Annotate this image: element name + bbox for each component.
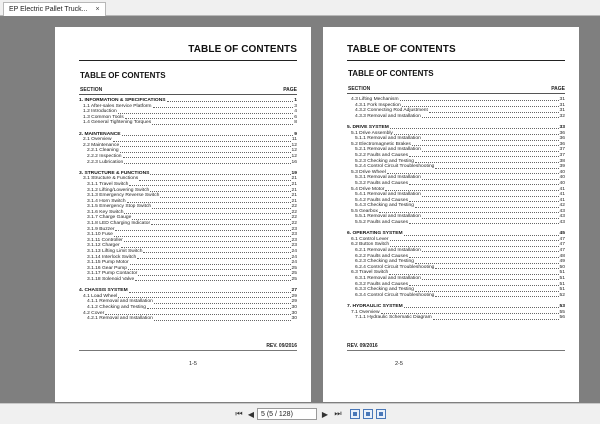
toc-entry-title: 4.3.2 Connecting Rod Adjustment	[355, 108, 428, 114]
toc-entry-title: 1.4 General Tightening Torques	[83, 120, 152, 126]
toc-entry-page: 24	[291, 249, 297, 255]
page-number-input[interactable]: 5 (5 / 128)	[257, 408, 317, 420]
toc-entry-page: 23	[291, 243, 297, 249]
dot-leader	[394, 134, 559, 135]
toc-entry-title: 4.1.2 Checking and Testing	[87, 304, 146, 310]
toc-entry-title: 3.1.3 Emergency Reverse Switch	[87, 193, 160, 199]
dot-leader	[115, 230, 290, 231]
toc-entry-title: 3.1.12 Charger	[87, 243, 120, 249]
toc-entry-title: 4.2.1 Removal and Installation	[87, 316, 153, 322]
dot-leader	[409, 257, 559, 258]
dot-leader	[137, 258, 290, 259]
toc-entry-title: 3.1.6 Key Switch	[87, 209, 124, 215]
toc-entry-page: 51	[559, 270, 565, 276]
toc-entry-page: 25	[291, 271, 297, 277]
toc-entry-page: 31	[559, 108, 565, 114]
toc-entry-title: 3.1 Structure & Functions	[83, 176, 139, 182]
toc-entry-page: 40	[559, 169, 565, 175]
dot-leader	[415, 263, 559, 264]
dot-leader	[404, 307, 559, 308]
dot-leader	[120, 146, 290, 147]
toc-entry-title: 5.2.4 Control Circuit Troubleshooting	[355, 164, 435, 170]
header-divider	[79, 60, 297, 61]
dot-leader	[400, 100, 559, 101]
dot-leader	[435, 296, 558, 297]
toc-entry-page: 12	[291, 142, 297, 148]
toc-entry-title: 6.2.2 Faults and Causes	[355, 253, 409, 259]
toc-entry-title: 3.1.7 Charge Gauge	[87, 215, 132, 221]
toc-entry-page: 51	[559, 287, 565, 293]
toc-entry-title: 7. HYDRAULIC SYSTEM	[347, 303, 403, 309]
dot-leader	[130, 264, 291, 265]
dot-leader	[409, 285, 559, 286]
toc-entry-page: 24	[291, 260, 297, 266]
dot-leader	[113, 141, 291, 142]
toc-entry-page: 51	[559, 281, 565, 287]
toc-entry-title: 6.2.4 Control Circuit Troubleshooting	[355, 264, 435, 270]
toc-entry-page: 29	[291, 299, 297, 305]
dot-leader	[429, 112, 559, 113]
toc-entry-title: 4.1.1 Removal and Installation	[87, 299, 153, 305]
dot-leader	[105, 314, 290, 315]
toc-entry-page: 41	[559, 186, 565, 192]
toc-entry-page: 30	[291, 304, 297, 310]
left-page	[55, 27, 311, 402]
dot-leader	[138, 275, 290, 276]
toc-entry-page: 12	[291, 148, 297, 154]
page-header-title: TABLE OF CONTENTS	[347, 44, 456, 55]
toc-entry-page: 21	[291, 187, 297, 193]
toc-entry-page: 33	[559, 124, 565, 130]
navigation-bar	[0, 403, 600, 424]
close-tab-icon[interactable]: ×	[95, 6, 100, 13]
toc-entry-page: 25	[291, 265, 297, 271]
toc-entry-title: 6.3.3 Checking and Testing	[355, 287, 414, 293]
revision-label: REV. 09/2016	[347, 343, 378, 349]
toc-entry-page: 22	[291, 215, 297, 221]
toc-entry-page: 53	[559, 303, 565, 309]
dot-leader	[122, 135, 294, 136]
toc-entry-title: 4.3 Lifting Mechanism	[351, 97, 399, 102]
toc-entry-page: 16	[291, 159, 297, 165]
dot-leader	[415, 207, 559, 208]
toc-entry-page: 38	[559, 158, 565, 164]
dot-leader	[422, 279, 559, 280]
dot-leader	[129, 292, 291, 293]
toc-list	[347, 97, 565, 321]
dot-leader	[139, 180, 290, 181]
toc-heading: TABLE OF CONTENTS	[348, 69, 434, 78]
toc-entry-title: 3.1.11 Controller	[87, 237, 123, 243]
toc-entry-title: 4.3.1 Fork Inspection	[355, 102, 401, 108]
single-page-view-icon[interactable]	[350, 409, 360, 419]
toc-entry-title: 3.1.17 Pump Contactor	[87, 271, 138, 277]
toc-entry-title: 6.2.3 Checking and Testing	[355, 259, 414, 265]
toc-entry-page: 3	[294, 103, 297, 109]
dot-leader	[143, 252, 290, 253]
toc-list	[79, 98, 297, 322]
toc-entry-title: 2.2 Maintenance	[83, 142, 120, 148]
toc-entry-title: 6.2.1 Removal and Installation	[355, 248, 421, 254]
dot-leader	[121, 247, 291, 248]
toc-entry-title: 3.1.15 Pump Motor	[87, 260, 129, 266]
dot-leader	[433, 319, 559, 320]
toc-entry-page: 25	[291, 277, 297, 282]
dot-leader	[124, 213, 290, 214]
toc-entry-page: 8	[294, 120, 297, 126]
toc-entry-page: 30	[291, 316, 297, 322]
toc-entry-title: 6.3 Travel Switch	[351, 270, 389, 276]
toc-entry-title: 7.1.1 Hydraulic Schematic Diagram	[355, 315, 432, 321]
dot-leader	[167, 101, 294, 102]
toc-entry-title: 6.1 Control Lever	[351, 236, 389, 242]
toc-entry-title: 6.3.1 Removal and Installation	[355, 276, 421, 281]
toc-entry-title: 5.1.1 Removal and Installation	[355, 136, 421, 142]
toc-entry-title: 5.3.2 Faults and Causes	[355, 180, 409, 186]
toc-entry-title: 7.1 Overview	[351, 309, 380, 315]
dot-leader	[415, 291, 559, 292]
toc-entry-title: 5.2.3 Checking and Testing	[355, 158, 414, 164]
toc-entry-page: 24	[291, 254, 297, 260]
toc-entry-title: 6. OPERATING SYSTEM	[347, 231, 403, 237]
dot-leader	[124, 163, 290, 164]
toc-entry-title: 5.2 Electromagnetic Brakes	[351, 141, 411, 147]
toc-entry-title: 2. MAINTENANCE	[79, 131, 121, 137]
toc-entry-page: 55	[559, 309, 565, 315]
toc-entry-title: 5. DRIVE SYSTEM	[347, 124, 389, 130]
toc-entry-page: 36	[559, 136, 565, 142]
dot-leader	[160, 197, 290, 198]
toc-entry[interactable]	[79, 316, 297, 322]
toc-entry-title: 4. CHASSIS SYSTEM	[79, 288, 128, 294]
dot-leader	[390, 246, 558, 247]
column-divider	[347, 93, 565, 94]
toc-entry-page: 49	[559, 259, 565, 265]
dot-leader	[124, 241, 291, 242]
toc-entry[interactable]	[347, 315, 565, 321]
dot-leader	[409, 184, 559, 185]
revision-label: REV. 09/2016	[266, 343, 297, 349]
toc-entry-title: 3. STRUCTURE & FUNCTIONS	[79, 170, 150, 176]
dot-leader	[120, 152, 291, 153]
toc-entry-title: 2.1 Overview	[83, 137, 112, 143]
toc-entry-title: 5.2.2 Faults and Causes	[355, 152, 409, 158]
toc-entry-title: 1.1 After-sales Service Platform	[83, 103, 152, 109]
dot-leader	[402, 106, 559, 107]
toc-entry-title: 6.3.4 Control Circuit Troubleshooting	[355, 292, 435, 298]
toc-entry-page: 6	[294, 114, 297, 120]
footer-divider	[79, 350, 297, 351]
toc-entry-page: 23	[291, 237, 297, 243]
dot-leader	[422, 218, 559, 219]
toc-entry-page: 41	[559, 192, 565, 198]
toc-entry-page: 40	[559, 175, 565, 181]
toc-entry-title: 3.1.5 Emergency Stop Switch	[87, 204, 152, 210]
toc-entry-title: 2.2.1 Cleaning	[87, 148, 119, 154]
dot-leader	[153, 107, 294, 108]
toc-entry-title: 3.1.13 Lifting Limit Switch	[87, 249, 143, 255]
dot-leader	[152, 124, 293, 125]
page-column-header: PAGE	[551, 86, 565, 92]
toc-entry-title: 5.2.1 Removal and Installation	[355, 147, 421, 153]
toc-entry-page: 47	[559, 242, 565, 248]
toc-entry-title: 5.4 Drive Motor	[351, 186, 385, 192]
toc-entry-title: 5.3 Drive Wheel	[351, 169, 386, 175]
toc-entry-page: 51	[559, 276, 565, 281]
dot-leader	[422, 179, 559, 180]
tab-title: EP Electric Pallet Truck...	[9, 6, 88, 13]
toc-entry-title: 3.1.10 Fuse	[87, 232, 113, 238]
first-page-icon[interactable]: ⏮	[235, 409, 243, 418]
toc-entry-page: 21	[291, 176, 297, 182]
dot-leader	[412, 145, 559, 146]
toc-entry-title: 6.3.2 Faults and Causes	[355, 281, 409, 287]
dot-leader	[128, 269, 291, 270]
toc-entry-title: 4.1 Load Wheel	[83, 293, 118, 299]
toc-entry-page: 36	[559, 130, 565, 136]
toc-entry-page: 43	[559, 208, 565, 214]
dot-leader	[389, 274, 558, 275]
page-header-title: TABLE OF CONTENTS	[188, 44, 297, 55]
toc-entry-page: 23	[291, 226, 297, 232]
dot-leader	[422, 251, 559, 252]
toc-entry-title: 5.5 Gearbox	[351, 208, 378, 214]
dot-leader	[147, 308, 291, 309]
toc-entry-page: 39	[559, 164, 565, 170]
toc-entry-page: 42	[559, 203, 565, 209]
toc-entry-page: 43	[559, 214, 565, 220]
dot-leader	[435, 168, 558, 169]
dot-leader	[409, 223, 559, 224]
toc-entry-page: 21	[291, 181, 297, 187]
toc-entry-title: 3.1.14 Interlock Switch	[87, 254, 137, 260]
toc-entry-page: 36	[559, 141, 565, 147]
toc-entry-title: 5.4.1 Removal and Installation	[355, 192, 421, 198]
continuous-view-icon[interactable]	[376, 409, 386, 419]
two-page-view-icon[interactable]	[363, 409, 373, 419]
toc-entry-title: 5.1 Drive Assembly	[351, 130, 393, 136]
dot-leader	[390, 240, 559, 241]
page-number: 1-5	[189, 361, 197, 367]
tab-bar	[0, 0, 600, 16]
dot-leader	[409, 156, 559, 157]
toc-entry-title: 5.5.1 Removal and Installation	[355, 214, 421, 220]
toc-entry-page: 41	[559, 197, 565, 203]
dot-leader	[118, 113, 294, 114]
toc-entry-page: 23	[291, 232, 297, 238]
toc-entry-title: 3.1.1 Travel Switch	[87, 181, 129, 187]
document-tab[interactable]	[3, 2, 106, 16]
toc-entry-page: 21	[291, 198, 297, 204]
toc-entry-page: 48	[559, 253, 565, 259]
toc-entry-title: 3.1.9 Buzzer	[87, 226, 115, 232]
section-column-header: SECTION	[348, 86, 371, 92]
toc-entry-title: 3.1.2 Lifting/Lowering Switch	[87, 187, 150, 193]
toc-entry-page: 12	[291, 153, 297, 159]
dot-leader	[422, 151, 559, 152]
header-divider	[347, 60, 565, 61]
page-number: 2-5	[395, 361, 403, 367]
toc-entry-page: 1	[294, 98, 297, 103]
toc-entry-page: 31	[559, 97, 565, 102]
toc-entry-title: 4.2 Cover	[83, 310, 105, 316]
dot-leader	[135, 280, 290, 281]
dot-leader	[154, 320, 291, 321]
toc-entry-page: 22	[291, 204, 297, 210]
toc-entry-title: 3.1.16 Gear Pump	[87, 265, 127, 271]
toc-entry-page: 9	[294, 131, 297, 137]
dot-leader	[422, 140, 559, 141]
toc-entry-page: 52	[559, 292, 565, 298]
previous-page-icon[interactable]: ◀	[247, 409, 255, 419]
dot-leader	[381, 313, 559, 314]
dot-leader	[152, 208, 290, 209]
toc-entry-title: 4.3.3 Removal and Installation	[355, 113, 421, 119]
toc-entry-title: 2.2.2 Inspection	[87, 153, 122, 159]
footer-divider	[347, 350, 565, 351]
toc-entry-title: 6.2 Button Switch	[351, 242, 390, 248]
toc-entry-page: 32	[559, 113, 565, 119]
toc-entry-page: 11	[291, 137, 297, 143]
dot-leader	[385, 190, 558, 191]
dot-leader	[415, 162, 559, 163]
dot-leader	[387, 173, 559, 174]
dot-leader	[422, 196, 559, 197]
toc-heading: TABLE OF CONTENTS	[80, 71, 166, 80]
toc-entry-page: 50	[559, 264, 565, 270]
dot-leader	[422, 117, 559, 118]
toc-entry-page: 21	[291, 193, 297, 199]
toc-entry-title: 1.3 Common Tools	[83, 114, 124, 120]
toc-entry-title: 2.2.3 Lubrication	[87, 159, 124, 165]
toc-entry-title: 1.2 Introduction	[83, 109, 117, 115]
dot-leader	[154, 303, 291, 304]
document-viewport[interactable]	[0, 17, 600, 403]
dot-leader	[435, 268, 558, 269]
toc-entry-page: 31	[559, 102, 565, 108]
toc-entry-title: 3.1.18 Solenoid Valve	[87, 277, 135, 282]
toc-entry-page: 22	[291, 209, 297, 215]
toc-entry-page: 19	[291, 170, 297, 176]
toc-entry-title: 5.3.1 Removal and Installation	[355, 175, 421, 181]
next-page-icon[interactable]: ▶	[321, 409, 329, 419]
toc-entry-page: 27	[291, 288, 297, 294]
dot-leader	[127, 202, 291, 203]
dot-leader	[390, 128, 559, 129]
toc-entry-page: 47	[559, 248, 565, 254]
toc-entry-title: 3.1.4 Horn Switch	[87, 198, 126, 204]
toc-entry-title: 5.4.2 Faults and Causes	[355, 197, 409, 203]
toc-entry-title: 1. INFORMATION & SPECIFICATIONS	[79, 98, 166, 103]
toc-entry-page: 47	[559, 236, 565, 242]
toc-entry-page: 56	[559, 315, 565, 321]
toc-entry-page: 43	[559, 220, 565, 226]
last-page-icon[interactable]: ⏭	[334, 409, 342, 418]
toc-entry-page: 37	[559, 147, 565, 153]
toc-entry-title: 5.5.2 Faults and Causes	[355, 220, 409, 226]
dot-leader	[114, 236, 291, 237]
dot-leader	[129, 185, 290, 186]
dot-leader	[132, 219, 290, 220]
toc-entry-title: 5.4.3 Checking and Testing	[355, 203, 414, 209]
dot-leader	[150, 191, 290, 192]
page-column-header: PAGE	[283, 87, 297, 93]
column-divider	[79, 94, 297, 95]
section-column-header: SECTION	[80, 87, 103, 93]
toc-entry-page: 29	[291, 293, 297, 299]
right-page	[323, 27, 579, 402]
dot-leader	[123, 157, 291, 158]
toc-entry-page: 4	[294, 109, 297, 115]
dot-leader	[409, 201, 559, 202]
dot-leader	[151, 224, 290, 225]
toc-entry-page: 37	[559, 152, 565, 158]
toc-entry-page: 22	[291, 221, 297, 227]
toc-entry-title: 3.1.8 LED Charging Indicator	[87, 221, 151, 227]
dot-leader	[150, 174, 290, 175]
toc-entry-page: 45	[559, 231, 565, 237]
toc-entry-page: 30	[291, 310, 297, 316]
dot-leader	[404, 235, 559, 236]
toc-entry-page: 40	[559, 180, 565, 186]
